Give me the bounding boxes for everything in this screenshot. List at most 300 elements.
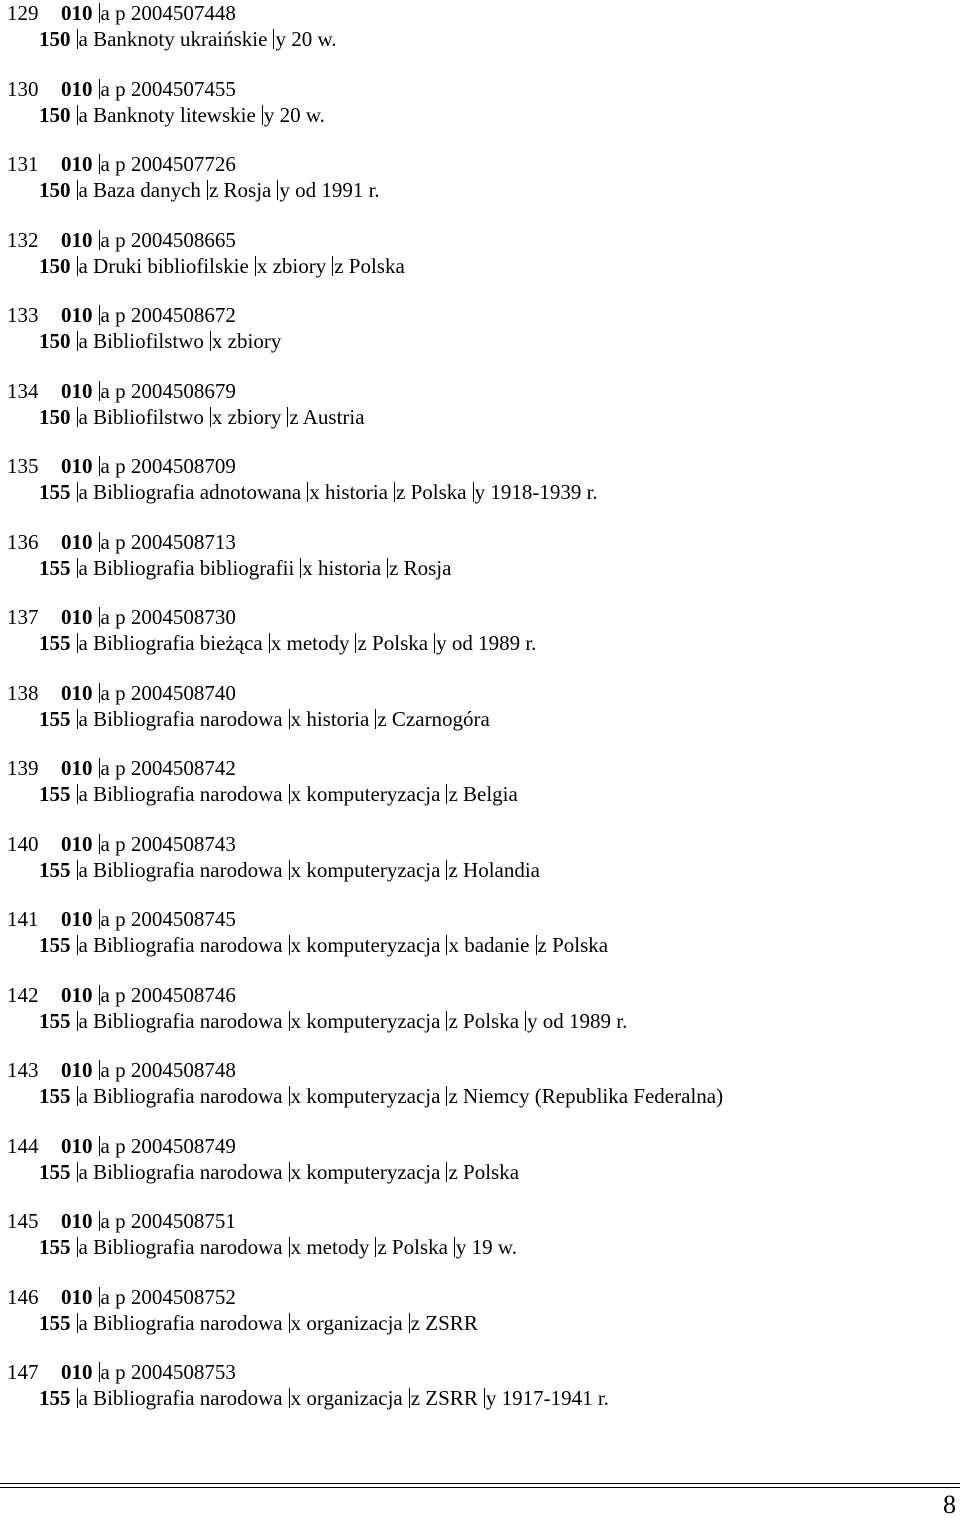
subfield	[369, 706, 490, 732]
subfield-text: a Bibliografia narodowa	[78, 1084, 283, 1108]
subfield-text: a p 2004508730	[100, 605, 236, 629]
heading-line	[7, 1385, 609, 1411]
subfield-delimiter	[289, 1162, 290, 1182]
subfield-text: a p 2004508742	[100, 756, 236, 780]
subfield	[301, 479, 388, 505]
subfield-delimiter	[289, 1388, 290, 1408]
record-number: 131	[7, 152, 39, 176]
heading-line	[7, 1159, 519, 1185]
subfield-text: z Polska	[537, 933, 609, 957]
subfield	[281, 404, 364, 430]
subfield-delimiter	[394, 482, 395, 502]
subfield-text: a Baza danych	[78, 178, 201, 202]
page-number: 8	[943, 1490, 956, 1519]
subfield-delimiter	[207, 180, 208, 200]
record-number: 144	[7, 1133, 39, 1158]
subfield	[381, 555, 451, 581]
subfield	[369, 1234, 448, 1260]
subfield	[93, 982, 236, 1008]
subfield	[93, 529, 236, 555]
field-tag-010: 010	[61, 605, 93, 629]
subfield	[93, 680, 236, 706]
control-number-line	[7, 0, 236, 26]
heading-line	[7, 706, 490, 732]
subfield-delimiter	[77, 256, 78, 276]
subfield-delimiter	[99, 985, 100, 1005]
subfield-text: a Bibliografia narodowa	[78, 1310, 283, 1335]
subfield-text: x komputeryzacja	[290, 933, 441, 957]
field-tag-010: 010	[61, 227, 93, 252]
subfield-delimiter	[77, 784, 78, 804]
heading-line	[7, 1083, 723, 1109]
subfield	[267, 26, 336, 52]
field-tag-010: 010	[61, 756, 93, 780]
subfield-delimiter	[289, 1086, 290, 1106]
subfield	[201, 177, 271, 203]
subfield-text: z ZSRR	[410, 1310, 478, 1335]
subfield	[93, 378, 236, 404]
subfield	[283, 1310, 403, 1336]
field-tag: 155	[39, 631, 71, 655]
subfield-delimiter	[77, 558, 78, 578]
subfield-delimiter	[77, 860, 78, 880]
subfield-text: a p 2004508752	[100, 1284, 236, 1309]
subfield	[440, 857, 540, 883]
subfield-text: z ZSRR	[410, 1386, 478, 1410]
subfield	[256, 102, 325, 128]
subfield-text: y od 1989 r.	[527, 1008, 628, 1033]
subfield-text: a Bibliografia adnotowana	[78, 480, 302, 504]
subfield-text: a p 2004507455	[100, 76, 236, 101]
record-entry	[7, 1057, 952, 1133]
record-number: 140	[7, 831, 39, 856]
subfield	[93, 1057, 236, 1083]
subfield-delimiter	[99, 683, 100, 703]
subfield-delimiter	[77, 1011, 78, 1031]
subfield-text: a Bibliografia bibliografii	[78, 555, 295, 580]
subfield	[71, 404, 204, 430]
subfield	[204, 404, 281, 430]
field-tag-010: 010	[61, 907, 93, 931]
subfield	[249, 253, 326, 279]
subfield	[93, 831, 236, 857]
field-tag-010: 010	[61, 982, 93, 1007]
subfield	[440, 781, 517, 807]
subfield	[71, 1083, 283, 1109]
field-tag: 155	[39, 933, 71, 957]
subfield	[71, 253, 249, 279]
subfield-text: a p 2004508740	[100, 680, 236, 705]
subfield-text: x zbiory	[211, 329, 282, 353]
subfield-text: x historia	[302, 555, 382, 580]
record-entry	[7, 982, 952, 1058]
subfield-text: a p 2004508665	[100, 227, 236, 252]
subfield-text: y 20 w.	[275, 27, 337, 51]
field-tag: 155	[39, 1310, 71, 1335]
field-tag-010: 010	[61, 76, 93, 101]
subfield-text: a p 2004508753	[100, 1360, 236, 1384]
subfield-delimiter	[269, 633, 270, 653]
record-number: 145	[7, 1209, 39, 1233]
heading-line	[7, 102, 325, 128]
subfield-delimiter	[99, 909, 100, 929]
subfield	[71, 706, 283, 732]
subfield-delimiter	[473, 482, 474, 502]
record-entry	[7, 680, 952, 756]
heading-line	[7, 253, 405, 279]
subfield-text: a Banknoty litewskie	[78, 102, 256, 127]
subfield	[71, 857, 283, 883]
subfield-text: a p 2004508745	[100, 907, 236, 931]
subfield	[467, 479, 598, 505]
field-tag: 155	[39, 1008, 71, 1033]
subfield-text: x historia	[290, 706, 370, 731]
subfield-delimiter	[409, 1313, 410, 1333]
subfield-delimiter	[77, 1086, 78, 1106]
subfield-text: a p 2004508679	[100, 378, 236, 403]
subfield-text: x komputeryzacja	[290, 782, 441, 806]
subfield	[93, 227, 236, 253]
field-tag-010: 010	[61, 1133, 93, 1158]
record-number: 143	[7, 1058, 39, 1082]
subfield-text: x komputeryzacja	[290, 857, 441, 882]
subfield	[283, 706, 370, 732]
subfield-delimiter	[289, 860, 290, 880]
subfield-text: a p 2004507726	[100, 152, 236, 176]
subfield-delimiter	[289, 1011, 290, 1031]
record-entry	[7, 227, 952, 303]
subfield-text: a p 2004508749	[100, 1133, 236, 1158]
subfield	[71, 102, 256, 128]
field-tag: 155	[39, 706, 71, 731]
control-number-line	[7, 378, 236, 404]
record-entry	[7, 453, 952, 529]
subfield-delimiter	[99, 1362, 100, 1382]
subfield	[271, 177, 379, 203]
subfield-text: z Polska	[448, 1159, 520, 1184]
record-entry	[7, 76, 952, 152]
subfield	[440, 1008, 519, 1034]
field-tag: 150	[39, 329, 71, 353]
record-entry	[7, 1133, 952, 1209]
subfield	[71, 479, 302, 505]
field-tag-010: 010	[61, 1, 93, 25]
subfield	[263, 630, 350, 656]
control-number-line	[7, 604, 236, 630]
subfield-text: y 19 w.	[455, 1235, 517, 1259]
subfield	[93, 0, 236, 26]
subfield	[93, 604, 236, 630]
subfield-delimiter	[99, 834, 100, 854]
subfield-delimiter	[99, 1287, 100, 1307]
subfield-delimiter	[99, 381, 100, 401]
subfield	[283, 857, 441, 883]
subfield-text: a p 2004508672	[100, 303, 236, 327]
subfield	[71, 177, 201, 203]
subfield	[93, 76, 236, 102]
record-list	[7, 0, 952, 1435]
heading-line	[7, 177, 380, 203]
field-tag-010: 010	[61, 303, 93, 327]
subfield-text: z Rosja	[208, 178, 272, 202]
subfield	[326, 253, 405, 279]
subfield-delimiter	[289, 1237, 290, 1257]
record-number: 132	[7, 227, 39, 252]
field-tag: 155	[39, 857, 71, 882]
subfield-delimiter	[77, 1237, 78, 1257]
record-entry	[7, 0, 952, 76]
subfield-text: y od 1989 r.	[436, 631, 537, 655]
control-number-line	[7, 982, 236, 1008]
subfield-delimiter	[484, 1388, 485, 1408]
subfield-text: x zbiory	[211, 404, 282, 429]
subfield	[71, 630, 263, 656]
subfield-delimiter	[77, 105, 78, 125]
subfield-text: z Polska	[396, 480, 467, 504]
subfield	[283, 932, 441, 958]
subfield-delimiter	[289, 1313, 290, 1333]
heading-line	[7, 1234, 517, 1260]
control-number-line	[7, 529, 236, 555]
subfield-delimiter	[77, 1388, 78, 1408]
subfield-delimiter	[77, 1313, 78, 1333]
subfield-delimiter	[99, 456, 100, 476]
subfield-text: y 1918-1939 r.	[474, 480, 598, 504]
subfield-text: a p 2004508709	[100, 454, 236, 478]
subfield-text: y 20 w.	[263, 102, 325, 127]
field-tag: 150	[39, 178, 71, 202]
subfield-delimiter	[99, 3, 100, 23]
record-entry	[7, 1359, 952, 1435]
subfield	[93, 302, 236, 328]
record-entry	[7, 604, 952, 680]
heading-line	[7, 1008, 627, 1034]
control-number-line	[7, 1133, 236, 1159]
subfield-text: a p 2004507448	[100, 1, 236, 25]
control-number-line	[7, 1359, 236, 1385]
record-entry	[7, 755, 952, 831]
subfield	[428, 630, 536, 656]
subfield-delimiter	[77, 180, 78, 200]
subfield-text: a p 2004508743	[100, 831, 236, 856]
subfield-text: a Bibliografia narodowa	[78, 1386, 283, 1410]
subfield	[71, 781, 283, 807]
control-number-line	[7, 906, 236, 932]
subfield	[71, 1385, 283, 1411]
subfield-delimiter	[99, 1211, 100, 1231]
field-tag-010: 010	[61, 529, 93, 554]
subfield-delimiter	[99, 79, 100, 99]
subfield-delimiter	[409, 1388, 410, 1408]
subfield-delimiter	[289, 709, 290, 729]
subfield-delimiter	[99, 154, 100, 174]
subfield-text: x organizacja	[290, 1386, 403, 1410]
record-number: 133	[7, 303, 39, 327]
field-tag: 155	[39, 555, 71, 580]
control-number-line	[7, 1057, 236, 1083]
subfield-text: a Druki bibliofilskie	[78, 253, 249, 278]
subfield-delimiter	[210, 331, 211, 351]
field-tag-010: 010	[61, 831, 93, 856]
subfield-delimiter	[262, 105, 263, 125]
heading-line	[7, 404, 365, 430]
control-number-line	[7, 680, 236, 706]
subfield-text: z Austria	[289, 404, 365, 429]
subfield-delimiter	[77, 331, 78, 351]
subfield	[283, 1008, 441, 1034]
field-tag-010: 010	[61, 1209, 93, 1233]
subfield-text: a Bibliografia narodowa	[78, 782, 283, 806]
subfield	[93, 1208, 236, 1234]
subfield-delimiter	[536, 935, 537, 955]
record-number: 129	[7, 1, 39, 25]
subfield-text: x historia	[309, 480, 389, 504]
record-number: 138	[7, 680, 39, 705]
control-number-line	[7, 755, 236, 781]
record-entry	[7, 378, 952, 454]
subfield-delimiter	[99, 532, 100, 552]
control-number-line	[7, 453, 236, 479]
field-tag: 155	[39, 1084, 71, 1108]
subfield-text: a Bibliografia narodowa	[78, 1235, 283, 1259]
subfield-delimiter	[289, 935, 290, 955]
heading-line	[7, 857, 540, 883]
record-number: 134	[7, 378, 39, 403]
field-tag: 150	[39, 253, 71, 278]
subfield-text: a p 2004508713	[100, 529, 236, 554]
subfield-text: a Bibliografia narodowa	[78, 933, 283, 957]
control-number-line	[7, 227, 236, 253]
subfield-delimiter	[255, 256, 256, 276]
record-entry	[7, 151, 952, 227]
control-number-line	[7, 302, 236, 328]
subfield-text: z Polska	[377, 1235, 448, 1259]
subfield	[294, 555, 381, 581]
field-tag: 155	[39, 1159, 71, 1184]
subfield-text: a p 2004508746	[100, 982, 236, 1007]
subfield	[440, 1083, 723, 1109]
control-number-line	[7, 1284, 236, 1310]
subfield	[71, 26, 268, 52]
heading-line	[7, 932, 608, 958]
record-number: 147	[7, 1360, 39, 1384]
subfield	[349, 630, 428, 656]
field-tag-010: 010	[61, 378, 93, 403]
subfield-text: a Bibliografia bieżąca	[78, 631, 263, 655]
field-tag-010: 010	[61, 152, 93, 176]
record-number: 135	[7, 454, 39, 478]
subfield-text: a Bibliografia narodowa	[78, 706, 283, 731]
subfield-text: z Polska	[334, 253, 405, 278]
field-tag-010: 010	[61, 680, 93, 705]
field-tag: 150	[39, 102, 71, 127]
subfield	[283, 1083, 441, 1109]
field-tag: 155	[39, 480, 71, 504]
subfield	[93, 1359, 236, 1385]
subfield-text: x komputeryzacja	[290, 1084, 441, 1108]
heading-line	[7, 328, 281, 354]
subfield-text: z Rosja	[389, 555, 452, 580]
subfield	[93, 151, 236, 177]
subfield	[93, 906, 236, 932]
subfield	[403, 1310, 478, 1336]
record-number: 146	[7, 1284, 39, 1309]
subfield	[204, 328, 281, 354]
field-tag: 155	[39, 1386, 71, 1410]
heading-line	[7, 26, 337, 52]
subfield-delimiter	[77, 29, 78, 49]
record-number: 137	[7, 605, 39, 629]
control-number-line	[7, 831, 236, 857]
heading-line	[7, 555, 451, 581]
subfield-text: z Niemcy (Republika Federalna)	[448, 1084, 724, 1108]
subfield-delimiter	[77, 482, 78, 502]
subfield	[71, 328, 204, 354]
subfield-text: a Bibliofilstwo	[78, 329, 204, 353]
subfield-text: x komputeryzacja	[290, 1008, 441, 1033]
heading-line	[7, 479, 598, 505]
subfield-delimiter	[525, 1011, 526, 1031]
record-number: 141	[7, 907, 39, 931]
subfield-text: x badanie	[448, 933, 530, 957]
record-entry	[7, 529, 952, 605]
subfield-text: z Belgia	[448, 782, 518, 806]
field-tag-010: 010	[61, 1058, 93, 1082]
subfield-delimiter	[289, 784, 290, 804]
footer-rule	[0, 1483, 960, 1488]
subfield-text: a Bibliografia narodowa	[78, 857, 283, 882]
subfield	[283, 781, 441, 807]
subfield-delimiter	[99, 230, 100, 250]
subfield	[440, 932, 529, 958]
subfield-delimiter	[77, 1162, 78, 1182]
record-entry	[7, 1284, 952, 1360]
heading-line	[7, 1310, 478, 1336]
subfield	[71, 932, 283, 958]
subfield-delimiter	[99, 607, 100, 627]
subfield-delimiter	[454, 1237, 455, 1257]
subfield	[71, 1310, 283, 1336]
subfield	[93, 1133, 236, 1159]
subfield-text: x zbiory	[256, 253, 327, 278]
field-tag: 150	[39, 27, 71, 51]
record-number: 139	[7, 756, 39, 780]
record-number: 136	[7, 529, 39, 554]
subfield-text: z Polska	[357, 631, 429, 655]
subfield-delimiter	[210, 407, 211, 427]
subfield-text: x komputeryzacja	[290, 1159, 441, 1184]
subfield-text: x metody	[270, 631, 350, 655]
subfield-text: y od 1991 r.	[279, 178, 380, 202]
subfield	[388, 479, 467, 505]
subfield-delimiter	[77, 709, 78, 729]
subfield-text: x organizacja	[290, 1310, 403, 1335]
subfield	[283, 1234, 370, 1260]
subfield	[440, 1159, 519, 1185]
subfield	[93, 755, 236, 781]
record-entry	[7, 906, 952, 982]
field-tag-010: 010	[61, 1360, 93, 1384]
subfield	[530, 932, 609, 958]
subfield-text: z Polska	[448, 1008, 520, 1033]
subfield-delimiter	[77, 935, 78, 955]
subfield-text: a p 2004508748	[100, 1058, 236, 1082]
subfield-delimiter	[77, 407, 78, 427]
subfield	[448, 1234, 517, 1260]
control-number-line	[7, 151, 236, 177]
record-number: 142	[7, 982, 39, 1007]
subfield-delimiter	[99, 1136, 100, 1156]
